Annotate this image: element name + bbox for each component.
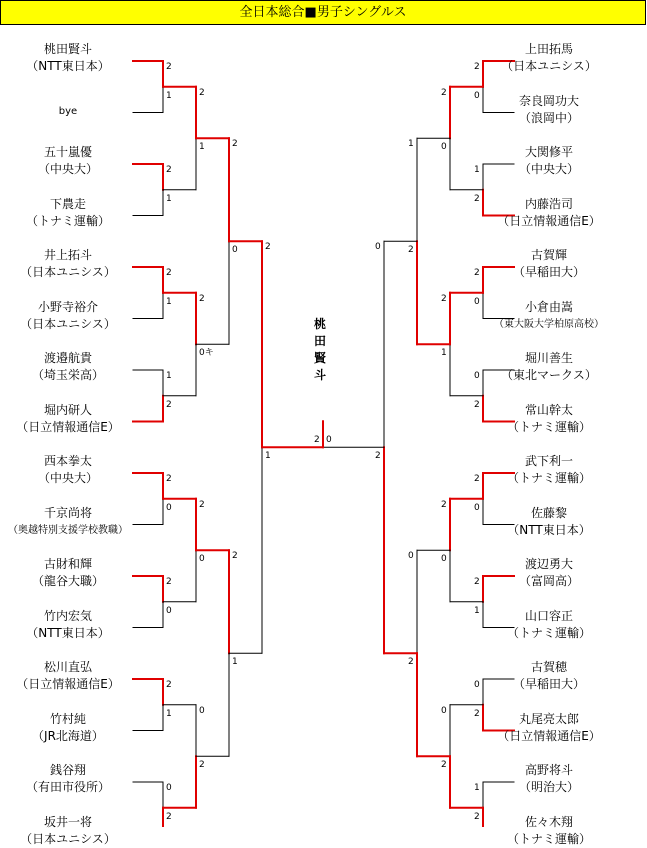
match-score: 2	[199, 499, 205, 510]
match-score: 1	[408, 139, 414, 150]
player-entry	[484, 762, 614, 796]
champion-char: 斗	[313, 368, 326, 382]
player-entry	[484, 93, 614, 127]
player-affiliation: （トナミ運輸）	[506, 419, 591, 434]
player-entry	[484, 711, 614, 745]
player-entry	[3, 711, 133, 745]
match-score: 1	[441, 348, 447, 359]
player-entry	[484, 402, 614, 436]
match-score: 2	[441, 499, 447, 510]
player-affiliation: （龍谷大職）	[31, 574, 104, 588]
player-affiliation: （日本ユニシス）	[20, 316, 116, 331]
match-score: 0	[408, 551, 414, 562]
player-name: 銭谷翔	[49, 763, 86, 777]
match-score: 2	[441, 87, 447, 98]
match-score: 2	[199, 87, 205, 98]
player-name: 桃田賢斗	[43, 42, 92, 56]
player-affiliation: （NTT東日本）	[26, 625, 110, 640]
match-score: 0	[232, 245, 238, 256]
player-affiliation: （NTT東日本）	[507, 522, 591, 537]
player-entry	[3, 556, 133, 590]
match-score: 2	[232, 139, 238, 150]
match-score: 0	[474, 90, 480, 101]
player-affiliation: （日本ユニシス）	[20, 265, 116, 279]
match-score: 2	[441, 293, 447, 304]
player-affiliation: （明治大）	[518, 780, 579, 794]
match-score: 2	[232, 551, 238, 562]
player-affiliation: （日本ユニシス）	[501, 59, 597, 73]
player-affiliation: （東北マークス）	[501, 368, 597, 382]
player-entry	[3, 350, 133, 384]
match-score: 1	[166, 193, 172, 204]
match-score: 1	[166, 708, 172, 719]
player-name: 山口容正	[524, 608, 573, 623]
player-entry	[3, 814, 133, 848]
player-name: 古賀輝	[530, 248, 567, 262]
player-affiliation: （浪岡中）	[518, 110, 579, 125]
player-entry	[484, 41, 614, 75]
player-affiliation: （JR北海道）	[32, 728, 104, 743]
match-score: 2	[314, 435, 320, 446]
match-score: 2	[166, 399, 172, 410]
player-affiliation: （NTT東日本）	[26, 59, 110, 73]
champion-name	[311, 316, 329, 384]
player-name: 井上拓斗	[43, 248, 92, 262]
player-name: 松川直弘	[43, 660, 92, 674]
bracket-title: 全日本総合■男子シングルス	[0, 0, 646, 25]
match-score: 1	[265, 451, 271, 462]
match-score: 2	[199, 293, 205, 304]
player-entry	[3, 144, 133, 178]
match-score: 2	[166, 577, 172, 587]
match-score: 2	[166, 811, 172, 822]
player-entry	[3, 505, 133, 539]
player-name: 佐藤黎	[530, 505, 567, 520]
player-entry	[484, 556, 614, 590]
match-score: 1	[166, 90, 172, 101]
player-affiliation: （早稲田大）	[512, 265, 585, 279]
match-score: 2	[474, 577, 480, 587]
match-score: 2	[375, 451, 381, 462]
match-score: 0	[166, 783, 172, 793]
player-name: 渡邉航貴	[43, 351, 92, 365]
champion-char: 賢	[313, 351, 326, 365]
player-entry	[3, 299, 133, 333]
player-name: 佐々木翔	[524, 814, 573, 829]
player-entry	[3, 608, 133, 642]
match-score: 2	[474, 708, 480, 719]
player-name: 古賀穂	[530, 660, 567, 674]
player-entry	[3, 196, 133, 230]
match-score: 1	[232, 657, 238, 668]
match-score: 1	[199, 142, 205, 153]
match-score: 2	[166, 62, 172, 72]
player-entry	[484, 350, 614, 384]
player-entry	[484, 608, 614, 642]
player-entry	[484, 505, 614, 539]
match-score: 1	[474, 605, 480, 616]
player-name: 小倉由嵩	[524, 299, 573, 314]
player-name: 竹内宏気	[43, 608, 92, 623]
match-score: 0	[474, 502, 480, 513]
match-score: 0	[375, 242, 381, 253]
player-name: 高野将斗	[524, 763, 573, 777]
player-entry	[484, 247, 614, 281]
player-entry	[484, 659, 614, 693]
player-name: 武下利一	[524, 454, 573, 468]
player-affiliation: （埼玉栄高）	[31, 368, 104, 382]
player-affiliation: （富岡高）	[518, 574, 579, 588]
match-score: 0	[474, 680, 480, 690]
player-entry	[3, 41, 133, 75]
player-affiliation: （日本ユニシス）	[20, 831, 116, 846]
player-name: bye	[58, 105, 78, 117]
match-score: 0	[166, 502, 172, 513]
match-score: 0	[441, 554, 447, 565]
player-affiliation: （トナミ運輸）	[25, 213, 110, 228]
player-affiliation: （トナミ運輸）	[506, 831, 591, 846]
player-affiliation: （日立情報通信E）	[16, 677, 120, 691]
match-score: 1	[474, 165, 480, 175]
player-affiliation: （有田市役所）	[25, 780, 110, 794]
match-score: 0	[199, 554, 205, 565]
champion-char: 桃	[313, 317, 326, 331]
player-name: 西本拳太	[43, 454, 92, 468]
player-name: 上田拓馬	[524, 42, 573, 56]
player-affiliation: （トナミ運輸）	[506, 471, 591, 485]
match-score: 1	[166, 371, 172, 381]
match-score: 0	[166, 605, 172, 616]
player-name: 五十嵐優	[43, 145, 92, 159]
match-score: 0	[474, 371, 480, 381]
match-score: 2	[166, 680, 172, 690]
player-entry	[484, 299, 614, 333]
player-affiliation: （日立情報通信E）	[497, 213, 601, 228]
player-entry	[3, 453, 133, 487]
match-score: 2	[474, 811, 480, 822]
match-score: 2	[166, 165, 172, 175]
match-score: 2	[474, 193, 480, 204]
match-score: 1	[166, 296, 172, 307]
player-name: 堀川善生	[524, 351, 573, 365]
player-name: 大関修平	[524, 145, 573, 159]
match-score: 2	[474, 62, 480, 72]
player-name: 渡辺勇大	[524, 557, 573, 571]
player-name: 堀内研人	[43, 402, 92, 417]
player-name: 竹村純	[49, 711, 86, 726]
match-score: 2	[408, 245, 414, 256]
match-score: 2	[199, 760, 205, 771]
match-score: 2	[474, 474, 480, 484]
player-name: 坂井一将	[43, 814, 92, 829]
match-score: 2	[166, 268, 172, 278]
player-entry	[484, 144, 614, 178]
player-affiliation: （中央大）	[518, 162, 579, 176]
match-score: 2	[265, 242, 271, 253]
player-name: 丸尾亮太郎	[518, 711, 579, 726]
player-name: 古財和輝	[43, 557, 92, 571]
player-name: 内藤浩司	[524, 196, 573, 211]
player-name: 小野寺裕介	[37, 299, 98, 314]
player-entry	[484, 196, 614, 230]
player-affiliation: （早稲田大）	[512, 677, 585, 691]
match-score: 2	[166, 474, 172, 484]
player-affiliation: （日立情報通信E）	[16, 419, 120, 434]
match-score: 0	[474, 296, 480, 307]
player-entry	[3, 402, 133, 436]
player-entry	[3, 103, 133, 120]
match-score: 2	[474, 399, 480, 410]
player-affiliation: （奥越特別支援学校教職）	[8, 524, 128, 536]
player-affiliation: （日立情報通信E）	[497, 728, 601, 743]
player-entry	[3, 659, 133, 693]
player-affiliation: （東大阪大学柏原高校）	[494, 318, 604, 330]
player-entry	[484, 814, 614, 848]
player-affiliation: （中央大）	[37, 162, 98, 176]
match-score: 0	[441, 142, 447, 153]
player-name: 常山幹太	[524, 402, 573, 417]
match-score: 2	[408, 657, 414, 668]
match-score: 0	[441, 705, 447, 716]
player-name: 奈良岡功大	[518, 93, 579, 108]
player-affiliation: （トナミ運輸）	[506, 625, 591, 640]
match-score: 0キ	[199, 348, 214, 359]
match-score: 1	[474, 783, 480, 793]
player-entry	[484, 453, 614, 487]
champion-char: 田	[313, 334, 326, 348]
player-entry	[3, 247, 133, 281]
match-score: 0	[199, 705, 205, 716]
player-affiliation: （中央大）	[37, 471, 98, 485]
match-score: 2	[474, 268, 480, 278]
match-score: 0	[326, 435, 332, 446]
player-entry	[3, 762, 133, 796]
match-score: 2	[441, 760, 447, 771]
player-name: 下農走	[49, 196, 86, 211]
player-name: 千京尚将	[43, 505, 92, 520]
